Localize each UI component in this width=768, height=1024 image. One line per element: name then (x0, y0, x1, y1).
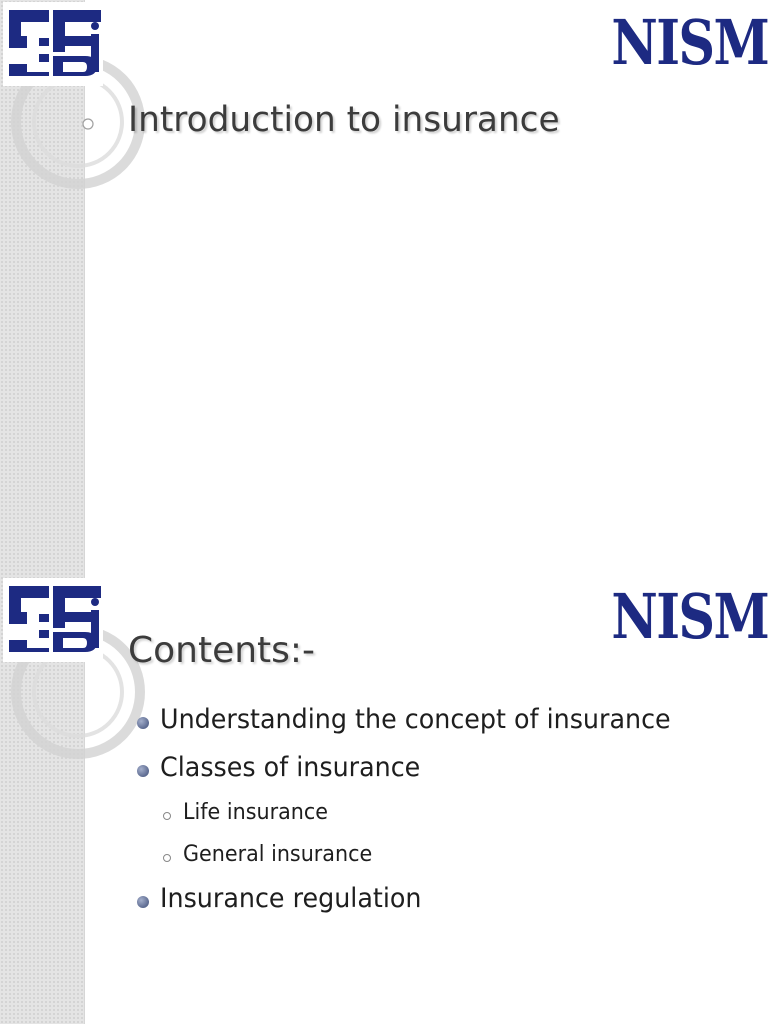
slide-title: Contents:- (128, 630, 316, 671)
nism-logo (611, 2, 768, 84)
list-item-text: Life insurance (183, 800, 328, 825)
list-item-text: General insurance (183, 842, 373, 867)
slide-contents (0, 512, 768, 1024)
bullet-icon (137, 765, 149, 777)
list-item-text: Classes of insurance (160, 752, 421, 783)
list-item-text: Understanding the concept of insurance (160, 704, 671, 735)
contents-list (0, 512, 768, 1024)
list-item-text: Insurance regulation (160, 883, 422, 914)
bullet-icon (137, 717, 149, 729)
nism-logo-text: NISM (611, 6, 768, 79)
bullet-icon (137, 896, 149, 908)
slide-title: Introduction to insurance (128, 100, 560, 140)
sebi-logo (3, 2, 103, 86)
nism-logo-text: NISM (611, 580, 768, 653)
title-bullet-icon (76, 112, 100, 136)
sub-bullet-icon (163, 854, 171, 862)
sub-bullet-icon (163, 812, 171, 820)
